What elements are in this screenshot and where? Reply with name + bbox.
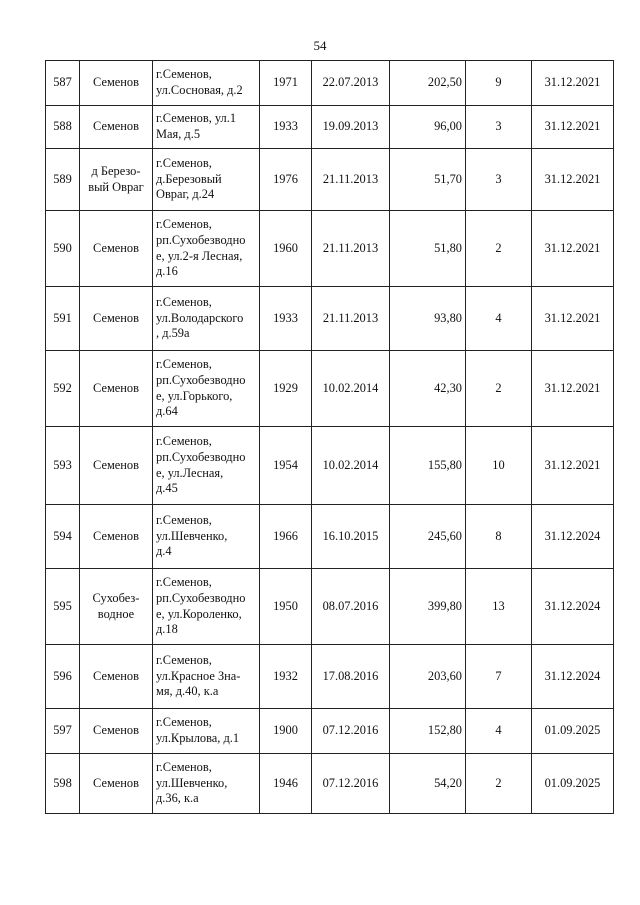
- locality-cell-line: Сухобез-: [92, 590, 140, 605]
- deadline-cell: 31.12.2024: [532, 645, 614, 709]
- address-cell: [153, 351, 260, 427]
- date-cell: 07.12.2016: [312, 754, 390, 814]
- date-cell: 16.10.2015: [312, 505, 390, 569]
- count-cell: 2: [466, 754, 532, 814]
- page-number: 54: [313, 38, 327, 53]
- address-cell: [153, 211, 260, 287]
- address-cell: [153, 709, 260, 754]
- table-row: [46, 427, 614, 505]
- date-cell: 21.11.2013: [312, 287, 390, 351]
- table-row: [46, 505, 614, 569]
- locality-cell-line: Семенов: [93, 775, 139, 790]
- address-cell: [153, 645, 260, 709]
- locality-cell: [80, 569, 153, 645]
- deadline-cell: 31.12.2021: [532, 427, 614, 505]
- area-cell: 96,00: [390, 106, 466, 149]
- address-cell-line: ул.Володарского: [156, 310, 244, 325]
- year-cell: 1960: [260, 211, 312, 287]
- count-cell: 3: [466, 106, 532, 149]
- year-cell: 1932: [260, 645, 312, 709]
- date-cell: 10.02.2014: [312, 427, 390, 505]
- address-cell-line: Овраг, д.24: [156, 187, 215, 202]
- row-number-cell: 597: [46, 709, 80, 754]
- address-cell-line: , д.59а: [156, 326, 190, 341]
- area-cell: 54,20: [390, 754, 466, 814]
- locality-cell-line: д Березо-: [91, 163, 141, 178]
- address-cell-line: мя, д.40, к.а: [156, 684, 219, 699]
- locality-cell-line: вый Овраг: [88, 179, 144, 194]
- address-cell-line: е, ул.Горького,: [156, 388, 233, 403]
- year-cell: 1900: [260, 709, 312, 754]
- year-cell: 1971: [260, 61, 312, 106]
- address-cell: [153, 287, 260, 351]
- address-cell-line: е, ул.Лесная,: [156, 465, 224, 480]
- locality-cell-line: Семенов: [93, 528, 139, 543]
- year-cell: 1929: [260, 351, 312, 427]
- address-cell-line: ул.Шевченко,: [156, 528, 228, 543]
- address-cell-line: ул.Крылова, д.1: [156, 731, 240, 745]
- year-cell: 1976: [260, 149, 312, 211]
- area-cell: 155,80: [390, 427, 466, 505]
- deadline-cell: 31.12.2021: [532, 287, 614, 351]
- count-cell: 13: [466, 569, 532, 645]
- table-row: [46, 211, 614, 287]
- address-cell-line: г.Семенов,: [156, 512, 212, 527]
- address-cell-line: д.4: [156, 544, 172, 559]
- count-cell: 2: [466, 351, 532, 427]
- deadline-cell: 31.12.2021: [532, 106, 614, 149]
- address-cell: [153, 149, 260, 211]
- deadline-cell: 31.12.2021: [532, 149, 614, 211]
- locality-cell: [80, 351, 153, 427]
- locality-cell: [80, 61, 153, 106]
- address-cell-line: д.16: [156, 264, 178, 279]
- area-cell: 203,60: [390, 645, 466, 709]
- area-cell: 93,80: [390, 287, 466, 351]
- table-row: [46, 351, 614, 427]
- date-cell: 21.11.2013: [312, 149, 390, 211]
- year-cell: 1946: [260, 754, 312, 814]
- locality-cell-line: водное: [97, 606, 135, 621]
- table-row: [46, 754, 614, 814]
- address-cell-line: г.Семенов,: [156, 652, 212, 667]
- address-cell-line: рп.Сухобезводно: [156, 232, 246, 247]
- table-row: [46, 645, 614, 709]
- address-cell: [153, 754, 260, 814]
- locality-cell: [80, 709, 153, 754]
- address-cell-line: д.36, к.а: [156, 791, 199, 806]
- table-row: [46, 106, 614, 149]
- area-cell: 51,70: [390, 149, 466, 211]
- locality-cell: [80, 106, 153, 149]
- locality-cell-line: Семенов: [93, 457, 139, 472]
- address-cell-line: е, ул.2-я Лесная,: [156, 248, 243, 263]
- address-cell-line: ул.Красное Зна-: [156, 668, 241, 683]
- locality-cell-line: Семенов: [93, 380, 139, 395]
- year-cell: 1954: [260, 427, 312, 505]
- locality-cell: [80, 211, 153, 287]
- row-number-cell: 588: [46, 106, 80, 149]
- count-cell: 10: [466, 427, 532, 505]
- address-cell-line: г.Семенов,: [156, 715, 212, 730]
- row-number-cell: 592: [46, 351, 80, 427]
- locality-cell: [80, 427, 153, 505]
- row-number-cell: 598: [46, 754, 80, 814]
- housing-registry-table: [45, 60, 614, 814]
- address-cell-line: ул.Сосновая, д.2: [156, 83, 243, 97]
- row-number-cell: 593: [46, 427, 80, 505]
- deadline-cell: 31.12.2021: [532, 211, 614, 287]
- address-cell-line: г.Семенов,: [156, 67, 212, 82]
- year-cell: 1950: [260, 569, 312, 645]
- address-cell-line: г.Семенов,: [156, 216, 212, 231]
- deadline-cell: 31.12.2021: [532, 351, 614, 427]
- locality-cell: [80, 505, 153, 569]
- address-cell-line: рп.Сухобезводно: [156, 372, 246, 387]
- address-cell-line: д.18: [156, 622, 178, 637]
- area-cell: 399,80: [390, 569, 466, 645]
- locality-cell-line: Семенов: [93, 119, 139, 134]
- area-cell: 42,30: [390, 351, 466, 427]
- count-cell: 4: [466, 709, 532, 754]
- address-cell-line: г.Семенов,: [156, 574, 212, 589]
- table-row: [46, 569, 614, 645]
- row-number-cell: 596: [46, 645, 80, 709]
- year-cell: 1933: [260, 287, 312, 351]
- address-cell: [153, 106, 260, 149]
- address-cell-line: Мая, д.5: [156, 127, 201, 141]
- table-row: [46, 61, 614, 106]
- count-cell: 2: [466, 211, 532, 287]
- date-cell: 10.02.2014: [312, 351, 390, 427]
- locality-cell: [80, 754, 153, 814]
- address-cell-line: е, ул.Короленко,: [156, 606, 242, 621]
- area-cell: 152,80: [390, 709, 466, 754]
- row-number-cell: 590: [46, 211, 80, 287]
- address-cell-line: г.Семенов, ул.1: [156, 111, 237, 126]
- count-cell: 8: [466, 505, 532, 569]
- year-cell: 1933: [260, 106, 312, 149]
- address-cell-line: ул.Шевченко,: [156, 775, 228, 790]
- table-row: [46, 287, 614, 351]
- area-cell: 245,60: [390, 505, 466, 569]
- count-cell: 3: [466, 149, 532, 211]
- date-cell: 07.12.2016: [312, 709, 390, 754]
- address-cell: [153, 569, 260, 645]
- address-cell-line: д.64: [156, 404, 178, 419]
- registry-body: [46, 61, 614, 814]
- address-cell: [153, 61, 260, 106]
- date-cell: 19.09.2013: [312, 106, 390, 149]
- row-number-cell: 589: [46, 149, 80, 211]
- locality-cell: [80, 645, 153, 709]
- address-cell-line: г.Семенов,: [156, 155, 212, 170]
- address-cell: [153, 427, 260, 505]
- table-row: [46, 709, 614, 754]
- row-number-cell: 587: [46, 61, 80, 106]
- date-cell: 08.07.2016: [312, 569, 390, 645]
- address-cell-line: г.Семенов,: [156, 433, 212, 448]
- row-number-cell: 594: [46, 505, 80, 569]
- deadline-cell: 01.09.2025: [532, 754, 614, 814]
- address-cell-line: г.Семенов,: [156, 759, 212, 774]
- locality-cell-line: Семенов: [93, 668, 139, 683]
- deadline-cell: 31.12.2021: [532, 61, 614, 106]
- locality-cell: [80, 287, 153, 351]
- address-cell-line: г.Семенов,: [156, 294, 212, 309]
- year-cell: 1966: [260, 505, 312, 569]
- date-cell: 21.11.2013: [312, 211, 390, 287]
- row-number-cell: 595: [46, 569, 80, 645]
- count-cell: 7: [466, 645, 532, 709]
- locality-cell-line: Семенов: [93, 310, 139, 325]
- locality-cell-line: Семенов: [93, 723, 139, 738]
- deadline-cell: 31.12.2024: [532, 569, 614, 645]
- locality-cell-line: Семенов: [93, 240, 139, 255]
- address-cell-line: рп.Сухобезводно: [156, 590, 246, 605]
- locality-cell: [80, 149, 153, 211]
- address-cell-line: рп.Сухобезводно: [156, 449, 246, 464]
- locality-cell-line: Семенов: [93, 75, 139, 90]
- date-cell: 17.08.2016: [312, 645, 390, 709]
- date-cell: 22.07.2013: [312, 61, 390, 106]
- area-cell: 51,80: [390, 211, 466, 287]
- count-cell: 4: [466, 287, 532, 351]
- deadline-cell: 01.09.2025: [532, 709, 614, 754]
- count-cell: 9: [466, 61, 532, 106]
- row-number-cell: 591: [46, 287, 80, 351]
- deadline-cell: 31.12.2024: [532, 505, 614, 569]
- area-cell: 202,50: [390, 61, 466, 106]
- address-cell: [153, 505, 260, 569]
- address-cell-line: г.Семенов,: [156, 356, 212, 371]
- table-row: [46, 149, 614, 211]
- address-cell-line: д.Березовый: [156, 171, 222, 186]
- address-cell-line: д.45: [156, 481, 178, 496]
